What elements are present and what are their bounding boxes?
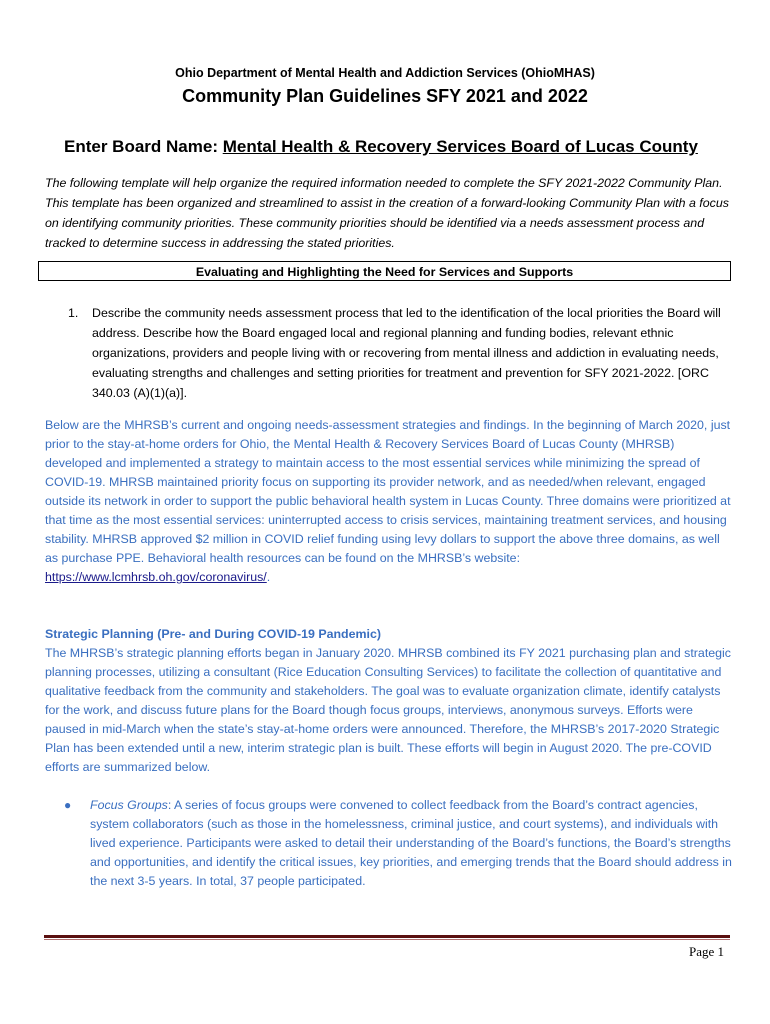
footer-rule-thin (44, 939, 730, 940)
question-number: 1. (68, 306, 79, 320)
bullet-dot-icon: ● (64, 798, 72, 812)
strategic-planning-heading: Strategic Planning (Pre- and During COVID-19 Pandemic) (45, 627, 381, 641)
board-name-label: Enter Board Name: (64, 137, 223, 156)
bullet-term: Focus Groups (90, 798, 168, 812)
page-number: Page 1 (688, 944, 724, 959)
footer-rule (44, 935, 730, 938)
bullet-focus-groups (64, 796, 732, 891)
question-1 (68, 303, 728, 403)
section-heading-box: Evaluating and Highlighting the Need for Services and Supports (38, 261, 731, 281)
document-title: Community Plan Guidelines SFY 2021 and 2022 (182, 86, 588, 106)
bullet-body: : A series of focus groups were convened to collect feedback from the Board’s contract agencies, system collaborators (such as those in the homelessness, criminal justice, and court systems), and individuals with lived experience. Participants were asked to detail their understanding of the Board’s functions, the Board’s strengths and opportunities, and identify the critical issues, key priorities, and emerging trends that the Board should address in the next 3-5 years. In total, 37 people participated. (90, 798, 732, 888)
response-paragraph-1-text: Below are the MHRSB’s current and ongoing needs-assessment strategies and findings. In the beginning of March 2020, just prior to the stay-at-home orders for Ohio, the Mental Health & Recovery Services Board of Lucas County (MHRSB) developed and implemented a strategy to maintain access to the most essential services while minimizing the spread of COVID-19. MHRSB maintained priority focus on supporting its provider network, and as needed/when relevant, engaged outside its network in order to support the public behavioral health system in Lucas County. Three domains were prioritized at that time as the most essential services: uninterrupted access to crisis services, maintaining treatment services, and housing stability. MHRSB approved $2 million in COVID relief funding using levy dollars to support the above three domains, as well as purchase PPE. Behavioral health resources can be found on the MHRSB’s website: (45, 418, 731, 565)
board-name-value: Mental Health & Recovery Services Board of Lucas County (222, 137, 698, 156)
response-paragraph-2: The MHRSB’s strategic planning efforts began in January 2020. MHRSB combined its FY 2021 purchasing plan and strategic planning processes, utilizing a consultant (Rice Education Consulting Services) to facilitate the collection of quantitative and qualitative feedback from the community and stakeholders. The goal was to evaluate organization climate, identify catalysts for the work, and discuss future plans for the Board though focus groups, interviews, anonymous surveys. Efforts were paused in mid-March when the state’s stay-at-home orders were announced. Therefore, the MHRSB’s 2017-2020 Strategic Plan has been extended until a new, interim strategic plan is built. These efforts will begin in August 2020. The pre-COVID efforts are summarized below. (45, 646, 731, 774)
link-suffix: . (266, 570, 271, 584)
department-heading: Ohio Department of Mental Health and Addiction Services (OhioMHAS) (175, 66, 595, 80)
board-name-line (64, 137, 724, 157)
bullet-text (90, 796, 732, 891)
question-text: Describe the community needs assessment process that led to the identification of the local priorities the Board will address. Describe how the Board engaged local and regional planning and funding bodies, relevant ethnic organizations, providers and people living with or recovering from mental illness and addiction in evaluating needs, evaluating strengths and challenges and setting priorities for treatment and prevention for SFY 2021-2022. [ORC 340.03 (A)(1)(a)]. (92, 306, 721, 400)
intro-paragraph: The following template will help organize the required information needed to complete the SFY 2021-2022 Community Plan. This template has been organized and streamlined to assist in the creation of a forward-looking Community Plan with a focus on identifying community priorities. These community priorities should be identified via a needs assessment process and tracked to determine success in addressing the stated priorities. (45, 176, 729, 250)
response-paragraph-1 (45, 416, 733, 587)
coronavirus-resources-link[interactable]: https://www.lcmhrsb.oh.gov/coronavirus/ (45, 570, 267, 584)
